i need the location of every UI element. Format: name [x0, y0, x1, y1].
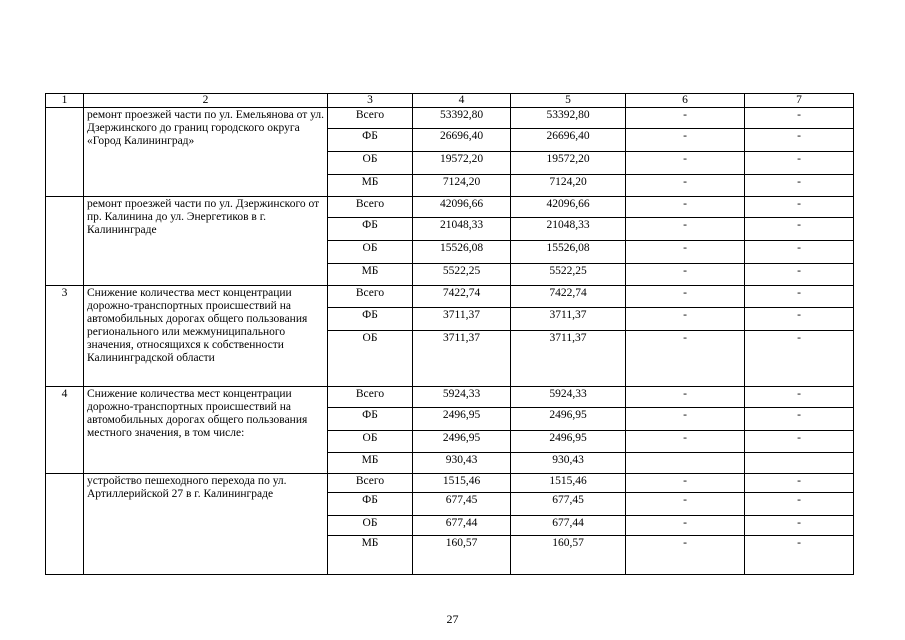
col6-cell: - [626, 197, 745, 218]
amount-col5-cell: 3711,37 [511, 331, 626, 387]
col6-cell: - [626, 264, 745, 286]
col7-cell: - [745, 493, 854, 516]
description-cell: устройство пешеходного перехода по ул. Артиллерийской 27 в г. Калининграде [84, 474, 328, 575]
source-cell: Всего [328, 474, 413, 493]
source-cell: ОБ [328, 152, 413, 175]
description-cell: ремонт проезжей части по ул. Емельянова от ул. Дзержинского до границ городского округа «Город Калининград» [84, 108, 328, 197]
source-cell: ОБ [328, 516, 413, 536]
amount-col5-cell: 53392,80 [511, 108, 626, 129]
amount-col5-cell: 15526,08 [511, 241, 626, 264]
description-cell: Снижение количества мест концентрации дорожно-транспортных происшествий на автомобильных дорогах общего пользования местного значения, в том числе: [84, 387, 328, 474]
col7-cell [745, 453, 854, 474]
amount-col5-cell: 2496,95 [511, 408, 626, 431]
amount-col5-cell: 930,43 [511, 453, 626, 474]
amount-col4-cell: 2496,95 [413, 431, 511, 453]
source-cell: Всего [328, 197, 413, 218]
col7-cell: - [745, 408, 854, 431]
source-cell: МБ [328, 536, 413, 575]
amount-col4-cell: 930,43 [413, 453, 511, 474]
amount-col4-cell: 5924,33 [413, 387, 511, 408]
amount-col4-cell: 2496,95 [413, 408, 511, 431]
col7-cell: - [745, 175, 854, 197]
col6-cell: - [626, 474, 745, 493]
col6-cell: - [626, 331, 745, 387]
col6-cell: - [626, 308, 745, 331]
amount-col5-cell: 7124,20 [511, 175, 626, 197]
col7-cell: - [745, 286, 854, 308]
col7-cell: - [745, 129, 854, 152]
source-cell: МБ [328, 175, 413, 197]
col6-cell: - [626, 408, 745, 431]
col7-cell: - [745, 108, 854, 129]
col7-cell: - [745, 152, 854, 175]
amount-col5-cell: 5522,25 [511, 264, 626, 286]
amount-col4-cell: 1515,46 [413, 474, 511, 493]
description-cell: Снижение количества мест концентрации дорожно-транспортных происшествий на автомобильных дорогах общего пользования регионального или межмуниципального значения, относящихся к собственности Калининградской области [84, 286, 328, 387]
amount-col4-cell: 53392,80 [413, 108, 511, 129]
amount-col4-cell: 7124,20 [413, 175, 511, 197]
header-cell: 5 [511, 94, 626, 108]
amount-col5-cell: 19572,20 [511, 152, 626, 175]
header-cell: 1 [46, 94, 84, 108]
source-cell: ОБ [328, 331, 413, 387]
item-number-cell [46, 197, 84, 286]
col6-cell: - [626, 516, 745, 536]
source-cell: Всего [328, 286, 413, 308]
col6-cell: - [626, 536, 745, 575]
source-cell: МБ [328, 264, 413, 286]
source-cell: Всего [328, 108, 413, 129]
col6-cell: - [626, 431, 745, 453]
item-number-cell: 3 [46, 286, 84, 387]
col7-cell: - [745, 387, 854, 408]
col7-cell: - [745, 308, 854, 331]
amount-col4-cell: 677,44 [413, 516, 511, 536]
col7-cell: - [745, 431, 854, 453]
col7-cell: - [745, 241, 854, 264]
col6-cell: - [626, 241, 745, 264]
header-cell: 7 [745, 94, 854, 108]
col6-cell: - [626, 493, 745, 516]
item-number-cell [46, 108, 84, 197]
header-cell: 3 [328, 94, 413, 108]
amount-col4-cell: 15526,08 [413, 241, 511, 264]
description-cell: ремонт проезжей части по ул. Дзержинского от пр. Калинина до ул. Энергетиков в г. Калининграде [84, 197, 328, 286]
table-row [46, 387, 854, 408]
header-cell: 4 [413, 94, 511, 108]
col6-cell: - [626, 129, 745, 152]
table-row [46, 108, 854, 129]
amount-col4-cell: 19572,20 [413, 152, 511, 175]
col7-cell: - [745, 264, 854, 286]
amount-col4-cell: 26696,40 [413, 129, 511, 152]
amount-col4-cell: 677,45 [413, 493, 511, 516]
col7-cell: - [745, 474, 854, 493]
col6-cell: - [626, 152, 745, 175]
amount-col4-cell: 5522,25 [413, 264, 511, 286]
amount-col5-cell: 7422,74 [511, 286, 626, 308]
source-cell: ОБ [328, 241, 413, 264]
col6-cell: - [626, 175, 745, 197]
table-row [46, 197, 854, 218]
source-cell: ФБ [328, 308, 413, 331]
amount-col5-cell: 5924,33 [511, 387, 626, 408]
source-cell: ФБ [328, 408, 413, 431]
source-cell: ФБ [328, 493, 413, 516]
source-cell: Всего [328, 387, 413, 408]
amount-col4-cell: 160,57 [413, 536, 511, 575]
source-cell: МБ [328, 453, 413, 474]
col7-cell: - [745, 218, 854, 241]
source-cell: ФБ [328, 218, 413, 241]
amount-col5-cell: 2496,95 [511, 431, 626, 453]
header-cell: 2 [84, 94, 328, 108]
header-row [46, 94, 854, 108]
amount-col5-cell: 677,44 [511, 516, 626, 536]
amount-col5-cell: 26696,40 [511, 129, 626, 152]
table-row [46, 474, 854, 493]
amount-col5-cell: 21048,33 [511, 218, 626, 241]
header-cell: 6 [626, 94, 745, 108]
item-number-cell [46, 474, 84, 575]
col6-cell: - [626, 108, 745, 129]
col6-cell: - [626, 387, 745, 408]
source-cell: ОБ [328, 431, 413, 453]
amount-col5-cell: 1515,46 [511, 474, 626, 493]
amount-col4-cell: 21048,33 [413, 218, 511, 241]
amount-col4-cell: 7422,74 [413, 286, 511, 308]
amount-col5-cell: 677,45 [511, 493, 626, 516]
col7-cell: - [745, 536, 854, 575]
amount-col4-cell: 42096,66 [413, 197, 511, 218]
table-body [46, 94, 854, 575]
col7-cell: - [745, 331, 854, 387]
col6-cell: - [626, 218, 745, 241]
budget-table [45, 93, 854, 575]
amount-col4-cell: 3711,37 [413, 308, 511, 331]
page-number: 27 [446, 612, 459, 626]
item-number-cell: 4 [46, 387, 84, 474]
col7-cell: - [745, 516, 854, 536]
col7-cell: - [745, 197, 854, 218]
col6-cell: - [626, 286, 745, 308]
amount-col5-cell: 42096,66 [511, 197, 626, 218]
col6-cell [626, 453, 745, 474]
amount-col5-cell: 3711,37 [511, 308, 626, 331]
amount-col4-cell: 3711,37 [413, 331, 511, 387]
amount-col5-cell: 160,57 [511, 536, 626, 575]
table-row [46, 286, 854, 308]
source-cell: ФБ [328, 129, 413, 152]
